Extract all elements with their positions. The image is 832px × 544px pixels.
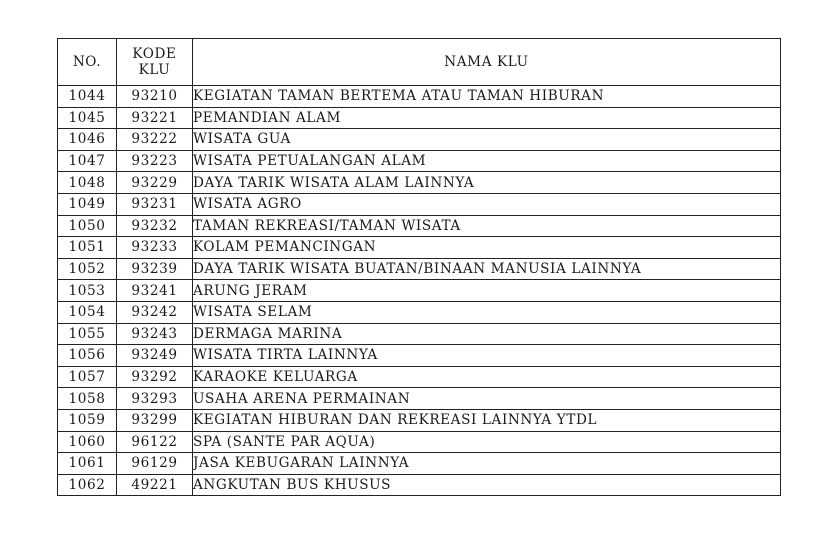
- row-no-cell: 1057: [58, 366, 117, 388]
- table-row: [58, 409, 781, 431]
- table-header: [58, 39, 781, 86]
- row-no-cell: 1052: [58, 258, 117, 280]
- row-kode-cell: 93242: [117, 301, 193, 323]
- row-kode-cell: 96122: [117, 431, 193, 453]
- row-no-cell: 1047: [58, 150, 117, 172]
- row-kode-cell: 96129: [117, 453, 193, 475]
- row-nama-cell: ARUNG JERAM: [193, 280, 781, 302]
- header-row: [58, 39, 781, 86]
- row-no-cell: 1060: [58, 431, 117, 453]
- row-no-cell: 1049: [58, 193, 117, 215]
- row-kode-cell: 49221: [117, 474, 193, 496]
- row-kode-cell: 93232: [117, 215, 193, 237]
- row-nama-cell: WISATA TIRTA LAINNYA: [193, 345, 781, 367]
- row-no-cell: 1050: [58, 215, 117, 237]
- row-no-cell: 1062: [58, 474, 117, 496]
- row-no-cell: 1058: [58, 388, 117, 410]
- row-no-cell: 1044: [58, 86, 117, 108]
- header-kode-line2: KLU: [138, 62, 171, 78]
- row-no-cell: 1045: [58, 107, 117, 129]
- table-row: [58, 345, 781, 367]
- row-nama-cell: SPA (SANTE PAR AQUA): [193, 431, 781, 453]
- row-nama-cell: DAYA TARIK WISATA BUATAN/BINAAN MANUSIA LAINNYA: [193, 258, 781, 280]
- row-no-cell: 1046: [58, 129, 117, 151]
- row-nama-cell: KARAOKE KELUARGA: [193, 366, 781, 388]
- row-nama-cell: TAMAN REKREASI/TAMAN WISATA: [193, 215, 781, 237]
- row-no-cell: 1059: [58, 409, 117, 431]
- table-row: [58, 366, 781, 388]
- klu-table: [57, 38, 781, 496]
- row-nama-cell: WISATA PETUALANGAN ALAM: [193, 150, 781, 172]
- table-row: [58, 388, 781, 410]
- table-row: [58, 453, 781, 475]
- row-nama-cell: PEMANDIAN ALAM: [193, 107, 781, 129]
- row-no-cell: 1048: [58, 172, 117, 194]
- row-nama-cell: DAYA TARIK WISATA ALAM LAINNYA: [193, 172, 781, 194]
- row-nama-cell: WISATA SELAM: [193, 301, 781, 323]
- table-row: [58, 237, 781, 259]
- row-no-cell: 1056: [58, 345, 117, 367]
- row-kode-cell: 93222: [117, 129, 193, 151]
- row-kode-cell: 93292: [117, 366, 193, 388]
- row-kode-cell: 93239: [117, 258, 193, 280]
- table-row: [58, 86, 781, 108]
- table-row: [58, 193, 781, 215]
- table-row: [58, 323, 781, 345]
- table-row: [58, 474, 781, 496]
- row-kode-cell: 93293: [117, 388, 193, 410]
- header-kode-line1: KODE: [132, 46, 177, 62]
- table-row: [58, 258, 781, 280]
- row-kode-cell: 93221: [117, 107, 193, 129]
- table-row: [58, 431, 781, 453]
- row-kode-cell: 93229: [117, 172, 193, 194]
- row-nama-cell: KOLAM PEMANCINGAN: [193, 237, 781, 259]
- row-nama-cell: WISATA GUA: [193, 129, 781, 151]
- row-nama-cell: WISATA AGRO: [193, 193, 781, 215]
- row-nama-cell: USAHA ARENA PERMAINAN: [193, 388, 781, 410]
- table-row: [58, 150, 781, 172]
- row-kode-cell: 93231: [117, 193, 193, 215]
- row-nama-cell: KEGIATAN HIBURAN DAN REKREASI LAINNYA YTDL: [193, 409, 781, 431]
- row-kode-cell: 93249: [117, 345, 193, 367]
- table-body: [58, 86, 781, 496]
- header-nama-klu: NAMA KLU: [193, 39, 781, 86]
- row-no-cell: 1061: [58, 453, 117, 475]
- table-row: [58, 280, 781, 302]
- row-kode-cell: 93223: [117, 150, 193, 172]
- row-nama-cell: ANGKUTAN BUS KHUSUS: [193, 474, 781, 496]
- row-nama-cell: JASA KEBUGARAN LAINNYA: [193, 453, 781, 475]
- table-row: [58, 107, 781, 129]
- row-no-cell: 1054: [58, 301, 117, 323]
- row-kode-cell: 93241: [117, 280, 193, 302]
- row-kode-cell: 93233: [117, 237, 193, 259]
- row-kode-cell: 93299: [117, 409, 193, 431]
- row-kode-cell: 93243: [117, 323, 193, 345]
- row-kode-cell: 93210: [117, 86, 193, 108]
- table-row: [58, 172, 781, 194]
- row-nama-cell: DERMAGA MARINA: [193, 323, 781, 345]
- table-row: [58, 301, 781, 323]
- row-no-cell: 1055: [58, 323, 117, 345]
- header-kode-klu: [117, 39, 193, 86]
- row-no-cell: 1051: [58, 237, 117, 259]
- table-row: [58, 129, 781, 151]
- row-nama-cell: KEGIATAN TAMAN BERTEMA ATAU TAMAN HIBURAN: [193, 86, 781, 108]
- row-no-cell: 1053: [58, 280, 117, 302]
- header-no: NO.: [58, 39, 117, 86]
- table-row: [58, 215, 781, 237]
